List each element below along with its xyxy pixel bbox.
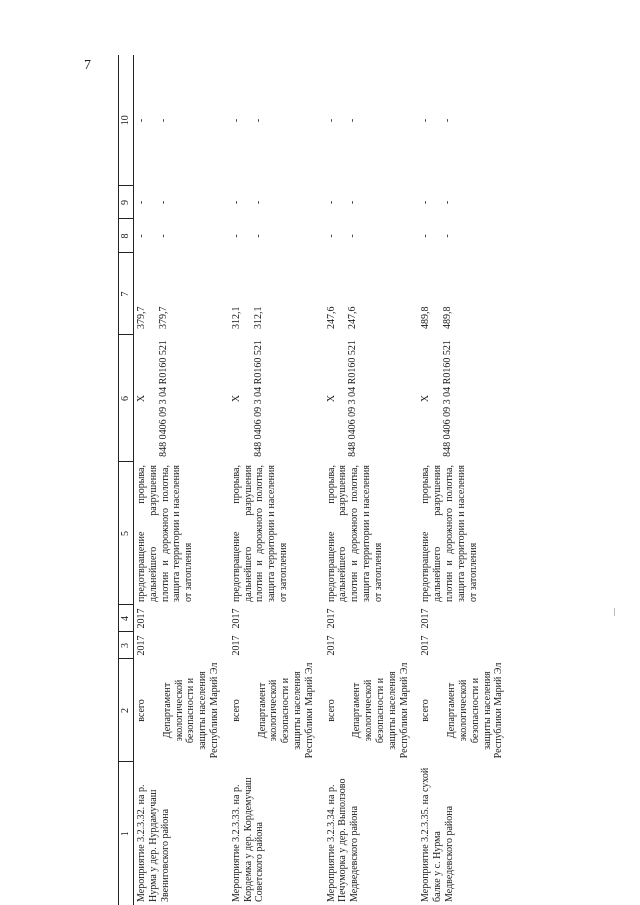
budget-code-cell: [324, 335, 419, 462]
col10-department: -: [442, 118, 454, 123]
expected-result: предотвращение прорыва, дальнейшего разрушения плотин и дорожного полотна, защита территории и населения от затопления: [420, 465, 479, 602]
header-cell: 7: [119, 253, 134, 335]
executor-total: всего: [230, 699, 242, 722]
budget-code: 848 0406 09 3 04 R0160 521: [252, 340, 264, 457]
col8-total: -: [325, 234, 337, 238]
budget-code: 848 0406 09 3 04 R0160 521: [442, 340, 454, 457]
header-cell: 9: [119, 186, 134, 219]
budget-code: 848 0406 09 3 04 R0160 521: [347, 340, 359, 457]
amount-department: 312,1: [252, 306, 264, 329]
measure-name: Мероприятие 3.2.3.33. на р. Кордемка у дер. Кордемучаш Советского района: [230, 777, 266, 902]
col9-cell: [418, 186, 513, 219]
col10-cell: [229, 55, 324, 186]
amount-department: 379,7: [157, 306, 169, 329]
budget-code: 848 0406 09 3 04 R0160 521: [157, 340, 169, 457]
col10-department: -: [347, 118, 359, 123]
amount-department: 247,6: [347, 306, 359, 329]
col8-department: -: [157, 234, 169, 238]
executor-department: Департамент экологической безопасности и защиты населения Республики Марий Эл: [161, 662, 220, 759]
amount-total: 247,6: [325, 306, 337, 329]
col10-total: -: [136, 118, 147, 123]
executor-total: всего: [420, 699, 432, 722]
col8-cell: [229, 219, 324, 253]
year-start: 2017: [230, 635, 242, 656]
amount-total: 489,8: [420, 306, 432, 329]
header-cell: 4: [119, 605, 134, 632]
executor-department: Департамент экологической безопасности и защиты населения Республики Марий Эл: [446, 662, 505, 759]
header-cell: 10: [119, 55, 134, 186]
col9-department: -: [157, 200, 169, 205]
expected-result: предотвращение прорыва, дальнейшего разрушения плотин и дорожного полотна, защита территории и населения от затопления: [136, 465, 195, 602]
col10-department: -: [157, 118, 169, 123]
measure-name: Мероприятие 3.2.3.35. на сухой балке у с. Нурма Медведевского района: [420, 767, 455, 902]
col9-cell: [229, 186, 324, 219]
executor-cell: [418, 659, 513, 762]
year-end: 2017: [420, 608, 432, 629]
amount-total: 312,1: [230, 306, 242, 329]
col9-total: -: [420, 200, 432, 205]
col9-department: -: [252, 200, 264, 205]
col9-total: -: [325, 200, 337, 205]
table-row: [324, 55, 419, 905]
col9-total: -: [136, 200, 147, 205]
header-cell: 8: [119, 219, 134, 253]
executor-total: всего: [325, 699, 337, 722]
table-row: [229, 55, 324, 905]
col8-total: -: [420, 234, 432, 238]
col8-department: -: [442, 234, 454, 238]
col8-total: -: [136, 234, 147, 238]
header-cell: 5: [119, 462, 134, 605]
col10-cell: [134, 55, 229, 186]
col8-department: -: [252, 234, 264, 238]
executor-cell: [324, 659, 419, 762]
budget-code-total: X: [325, 394, 337, 403]
budget-code-cell: [134, 335, 229, 462]
expected-result: предотвращение прорыва, дальнейшего разрушения плотин и дорожного полотна, защита территории и населения от затопления: [325, 465, 384, 602]
year-start: 2017: [136, 635, 147, 656]
col10-total: -: [420, 118, 432, 123]
rotated-table-wrapper: [118, 55, 528, 905]
budget-code-total: X: [230, 394, 242, 403]
col9-department: -: [347, 200, 359, 205]
amount-cell: [418, 253, 513, 335]
col9-total: -: [230, 200, 242, 205]
header-cell: 1: [119, 762, 134, 905]
col9-cell: [134, 186, 229, 219]
header-row: [119, 55, 134, 905]
col8-cell: [134, 219, 229, 253]
year-start: 2017: [325, 635, 337, 656]
header-cell: 2: [119, 659, 134, 762]
page-number: 7: [84, 58, 91, 73]
year-end: 2017: [230, 608, 242, 629]
col10-cell: [324, 55, 419, 186]
amount-cell: [134, 253, 229, 335]
col10-total: -: [325, 118, 337, 123]
amount-cell: [229, 253, 324, 335]
budget-code-cell: [418, 335, 513, 462]
scan-mark: [614, 608, 615, 616]
col9-department: -: [442, 200, 454, 205]
budget-code-total: X: [420, 394, 432, 403]
header-cell: 3: [119, 632, 134, 659]
col9-cell: [324, 186, 419, 219]
amount-department: 489,8: [442, 306, 454, 329]
col8-total: -: [230, 234, 242, 238]
executor-cell: [229, 659, 324, 762]
col10-total: -: [230, 118, 242, 123]
col8-cell: [324, 219, 419, 253]
year-end: 2017: [325, 608, 337, 629]
header-cell: 6: [119, 335, 134, 462]
year-start: 2017: [420, 635, 432, 656]
measure-name: Мероприятие 3.2.3.32. на р. Нурма у дер. Нурдамучаш Звениговского района: [136, 784, 171, 902]
amount-total: 379,7: [136, 306, 147, 329]
amount-cell: [324, 253, 419, 335]
expected-result: предотвращение прорыва, дальнейшего разрушения плотин и дорожного полотна, защита территории и населения от затопления: [230, 465, 289, 602]
executor-cell: [134, 659, 229, 762]
executor-total: всего: [136, 699, 147, 722]
measure-name: Мероприятие 3.2.3.34. на р. Печуморка у дер. Выползово Медведевского района: [325, 778, 361, 902]
executor-department: Департамент экологической безопасности и защиты населения Республики Марий Эл: [256, 662, 315, 759]
budget-code-cell: [229, 335, 324, 462]
table-row: [418, 55, 513, 905]
col8-department: -: [347, 234, 359, 238]
col10-cell: [418, 55, 513, 186]
measures-table: [118, 55, 513, 905]
col10-department: -: [252, 118, 264, 123]
col8-cell: [418, 219, 513, 253]
year-end: 2017: [136, 608, 147, 629]
table-row: [134, 55, 229, 905]
budget-code-total: X: [136, 394, 147, 403]
executor-department: Департамент экологической безопасности и защиты населения Республики Марий Эл: [351, 662, 410, 759]
